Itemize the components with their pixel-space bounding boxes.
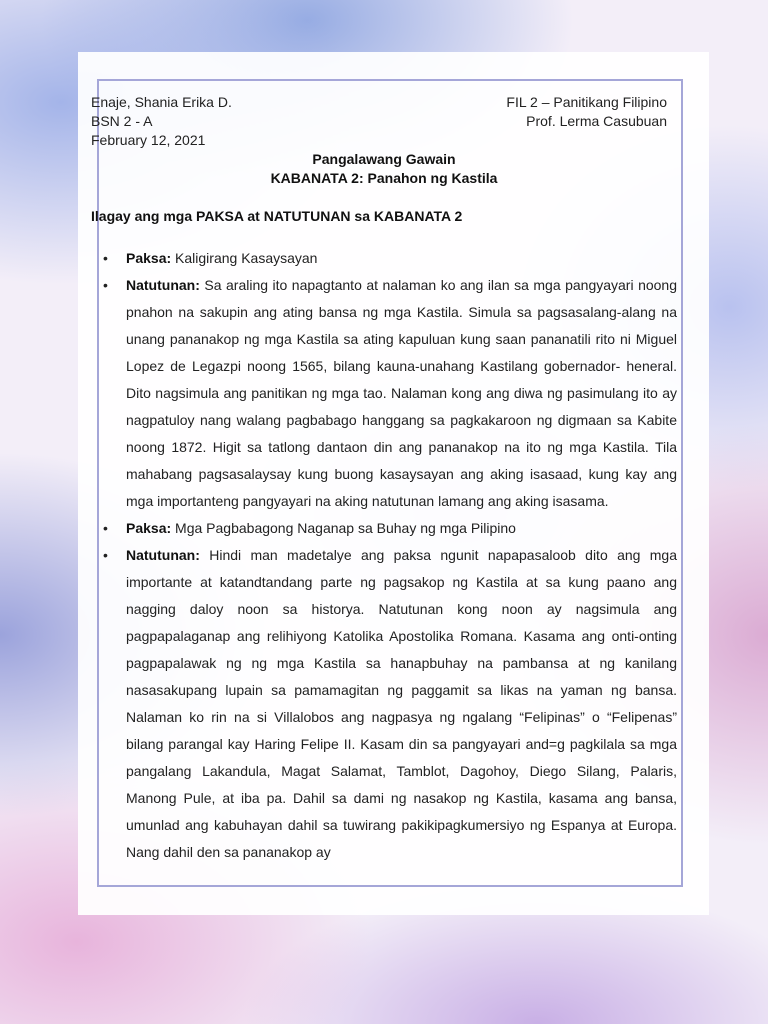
activity-title: Pangalawang Gawain bbox=[312, 151, 456, 167]
header-row-1 bbox=[91, 93, 677, 112]
student-section: BSN 2 - A bbox=[91, 113, 153, 129]
professor-name: Prof. Lerma Casubuan bbox=[526, 113, 667, 129]
document-content bbox=[91, 93, 677, 866]
item-text: Kaligirang Kasaysayan bbox=[171, 250, 318, 266]
item-label: Paksa: bbox=[126, 250, 172, 266]
instruction-text: Ilagay ang mga PAKSA at NATUTUNAN sa KABANATA 2 bbox=[91, 208, 463, 224]
student-name: Enaje, Shania Erika D. bbox=[91, 94, 232, 110]
header-row-3 bbox=[91, 131, 677, 150]
list-item-natutunan-2 bbox=[91, 542, 677, 866]
item-label: Natutunan: bbox=[126, 277, 200, 293]
course-title: FIL 2 – Panitikang Filipino bbox=[506, 94, 667, 110]
list-item-paksa-1 bbox=[91, 245, 677, 272]
item-text: Mga Pagbabagong Naganap sa Buhay ng mga Pilipino bbox=[171, 520, 516, 536]
document-date: February 12, 2021 bbox=[91, 132, 206, 148]
list-item-natutunan-1 bbox=[91, 272, 677, 515]
item-label: Natutunan: bbox=[126, 547, 200, 563]
list-item-paksa-2 bbox=[91, 515, 677, 542]
topics-list bbox=[91, 245, 677, 866]
item-text: Hindi man madetalye ang paksa ngunit napapasaloob dito ang mga importante at katandtandang parte ng pagsakop ng Kastila at sa kung paano ang nagging daloy noon sa historya. Natutunan kong noon ay nagsimula ang pagpapalaganap ang relihiyong Katolika Apostolika Romana. Kasama ang onti-onting pagpapalawak ng ng mga Kastila sa hanapbuhay na pambansa at ng kanilang nasasakupang lupain sa pamamagitan ng paggamit sa likas na yaman ng bansa. Nalaman ko rin na si Villalobos ang nagpasya ng ngalang “Felipinas” o “Felipenas” bilang parangal kay Haring Felipe II. Kasam din sa pangyayari and=g pagkilala sa mga pangalang Lakandula, Magat Salamat, Tamblot, Dagohoy, Diego Silang, Palaris, Manong Pule, at iba pa. Dahil sa dami ng nasakop ng Kastila, kasama ang bansa, umunlad ang kabuhayan dahil sa tuwirang pakikipagkumersiyo ng Espanya at Europa. Nang dahil den sa pananakop ay bbox=[126, 547, 677, 860]
header-row-2 bbox=[91, 112, 677, 131]
item-text: Sa araling ito napagtanto at nalaman ko ang ilan sa mga pangyayari noong pnahon na sakupin ang ating bansa ng mga Kastila. Simula sa pagsasalang-alang na unang pananakop ng mga Kastila sa ating kapuluan kung saan pananatili rito ni Miguel Lopez de Legazpi noong 1565, bilang kauna-unahang Kastilang gobernador- heneral. Dito nagsimula ang panitikan ng mga tao. Nalaman kong ang diwa ng pasimulang ito ay nagpatuloy nang walang pagbabago hanggang sa pagkakaroon ng digmaan sa Kabite noong 1872. Higit sa tatlong dantaon din ang pananakop na ito ng mga Kastila. Tila mahabang pagsasalaysay kung buong kasaysayan ang aking isasaad, kung kay ang mga importanteng pangyayari na aking natutunan lamang ang aking isasama. bbox=[126, 277, 677, 509]
item-label: Paksa: bbox=[126, 520, 172, 536]
chapter-title: KABANATA 2: Panahon ng Kastila bbox=[270, 170, 498, 186]
